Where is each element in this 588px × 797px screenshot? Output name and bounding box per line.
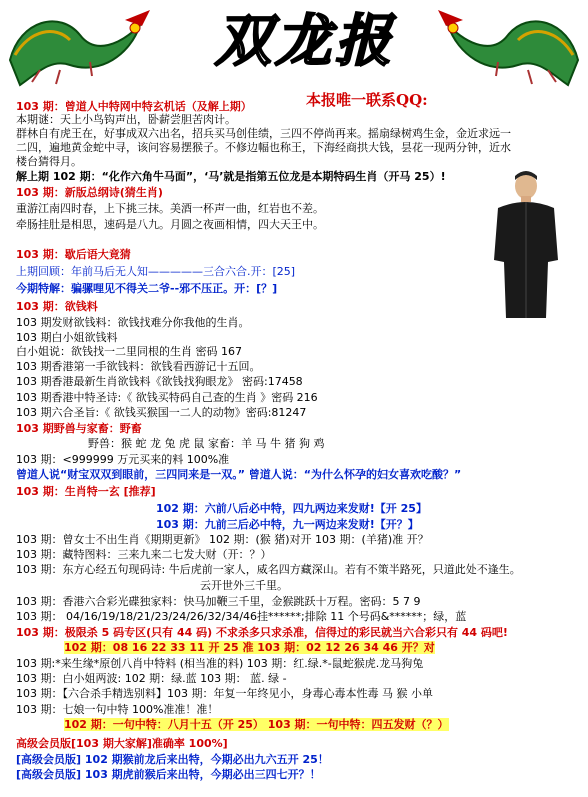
text-line: 103 期香港第一手欲钱料：欲钱看西游记十五回。 — [16, 360, 261, 373]
text-line: 103 期：极限杀 5 码专区(只有 44 码) 不求杀多只求杀准，信得过的彩民就当六合彩只有 44 码吧! — [16, 626, 508, 639]
text-line: 103 期发财欲钱料：欲钱找难分你我他的生肖。 — [16, 316, 250, 329]
text-line: 103 期：新版总纲诗(猜生肖) — [16, 186, 163, 199]
text-line: 上期回顾：年前马后无人知—————三合六合.开：[25] — [16, 265, 296, 278]
text-line: 重游江南四时春，上下挑三抹。美酒一杯声一曲，红岩也不差。 — [16, 202, 324, 215]
text-line: 103 期：【六合杀手精选别料】103 期：年复一年终见小，身毒心毒本性毒 马 猴 小单 — [16, 687, 433, 700]
left-dragon-icon — [0, 0, 160, 95]
text-line: 牵肠挂肚是相思，速码是八九。月圆之夜画相情，四大天王中。 — [16, 218, 324, 231]
text-line: 野兽：猴 蛇 龙 兔 虎 鼠 家畜：羊 马 牛 猪 狗 鸡 — [88, 437, 325, 450]
text-line: 楼台猜得月。 — [16, 155, 82, 168]
text-line: 103 期：藏特图料：三来九来二七发大财（开：？） — [16, 548, 272, 561]
text-line: 102 期：一句中特：八月十五（开 25） 103 期：一句中特：四五发财（？） — [64, 718, 449, 731]
text-line: 本期谜：天上小鸟钩声出，卧薪尝胆苦肉计。 — [16, 113, 236, 126]
page-title: 双龙报 — [215, 8, 395, 74]
text-line: 103 期：曾道人中特网中特玄机话（及解上期） — [16, 100, 252, 113]
text-line: 103 期:*来生缘*原创八肖中特料 (相当准的料) 103 期：红.绿.*-鼠蛇猴虎.龙马狗兔 — [16, 657, 424, 670]
text-line: 103 期野兽与家畜：野畜 — [16, 422, 142, 435]
text-line: [高级会员版] 103 期虎前猴后来出特，今期必出三四七开？！ — [16, 768, 321, 781]
text-line: 103 期：生肖特一玄 [推荐] — [16, 485, 156, 498]
text-line: 曾道人说“财宝双双到眼前，三四同来是一双。” 曾道人说：“为什么怀孕的妇女喜欢吃酸？” — [16, 468, 462, 481]
text-line: 103 期：东方心经五句现码诗: 牛后虎前一家人，威名四方藏深山。若有不策半路死，只道此处不逢生。 — [16, 563, 521, 576]
text-line: 高级会员版[103 期大家解]准确率 100%] — [16, 737, 228, 750]
text-line: 103 期白小姐欲钱料 — [16, 331, 118, 344]
text-line: 今期特解：骗骡哩见不得关二爷--邪不压正。开：[？] — [16, 282, 278, 295]
text-line: 103 期：七娘一句中特 100%准准！准！ — [16, 703, 219, 716]
text-line: 103 期：曾女士不出生肖《期期更新》 102 期：(猴 猪)对开 103 期：(羊猪)准 开？ — [16, 533, 429, 546]
text-line: 白小姐说：欲钱找一二里同根的生肖 密码 167 — [16, 345, 242, 358]
text-line: 103 期：白小姐两波: 102 期：绿.蓝 103 期： 蓝. 绿 - — [16, 672, 287, 685]
slogan: 本报唯一联系QQ: — [306, 91, 428, 109]
text-line: 103 期香港中特圣诗:《 欲钱买特码自己查的生肖 》密码 216 — [16, 391, 318, 404]
text-line: 103 期香港最新生肖欲钱料《欲钱找狗眼龙》 密码:17458 — [16, 375, 303, 388]
text-line: 群林自有虎王在，好事成双六出名，招兵买马创佳绩，三四不停尚再来。摇扇绿树鸡生金，金近求远一 — [16, 127, 511, 140]
text-line: [高级会员版] 102 期猴前龙后来出特，今期必出九六五开 25！ — [16, 753, 329, 766]
text-line: 103 期六合圣旨:《 欲钱买猴国一二人的动物》密码:81247 — [16, 406, 307, 419]
text-line: 103 期： 04/16/19/18/21/23/24/26/32/34/46挂******;排除 11 个号码&******；绿，蓝 — [16, 610, 467, 623]
text-line: 103 期：<999999 万元买来的料 100%准 — [16, 453, 230, 466]
right-dragon-icon — [430, 0, 588, 95]
text-line: 解上期 102 期：“化作六角牛马面”，‘马’就是指第五位龙是本期特码生肖（开马 25）! — [16, 170, 446, 183]
text-line: 云开世外三千里。 — [200, 579, 288, 592]
text-line: 102 期：六前八后必中特，四九两边来发财!【开 25】 — [156, 502, 427, 515]
man-figure-image — [484, 170, 568, 320]
text-line: 103 期：歇后语大竟猜 — [16, 248, 131, 261]
text-line: 102 期：08 16 22 33 11 开 25 准 103 期：02 12 26 34 46 开？对 — [64, 641, 435, 654]
text-line: 二四，遍地黄金蛇中寻，该问容易摆猴子。不修边幅也称王，下海经商拱大钱，昙花一现两分钟，近水 — [16, 141, 511, 154]
text-line: 103 期：九前三后必中特，九一两边来发财!【开？】 — [156, 518, 419, 531]
text-line: 103 期：欲钱料 — [16, 300, 98, 313]
text-line: 103 期：香港六合彩光碟独家料：快马加鞭三千里，金猴跳跃十万程。密码：5 7 9 — [16, 595, 421, 608]
